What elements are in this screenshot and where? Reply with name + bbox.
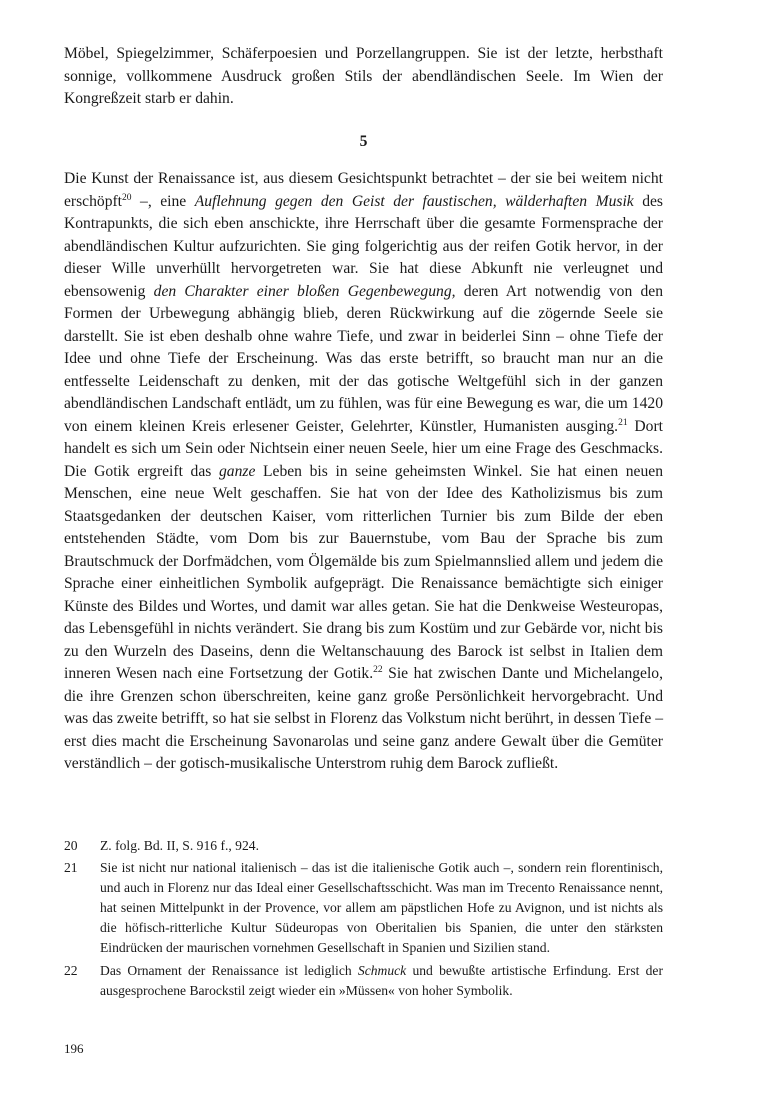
page-number: 196 xyxy=(64,1041,84,1056)
emphasis-text: den Charakter einer bloßen Gegenbewegung, xyxy=(153,282,456,300)
emphasis-text: ganze xyxy=(218,462,256,480)
footnote-number: 20 xyxy=(64,838,78,853)
body-paragraph xyxy=(64,168,663,776)
footnote-20 xyxy=(64,836,663,856)
footnote-text: Sie ist nicht nur national italienisch – das ist die italienische Gotik auch –, sondern rein florentinisch, und auch in Florenz nur das Ideal einer Gesellschaftsschicht. Was man im Trecento Renaissance nennt, hat seinen Mittelpunkt in der Provence, vor allem am päpstlichen Hofe zu Avignon, und ist nichts als die höfisch-ritterliche Kultur Südeuropas von Oberitalien bis Spanien, die unter den stärksten Eindrücken der maurischen vornehmen Gesellschaft in Spanien und Sizilien stand. xyxy=(100,860,663,956)
body-text: deren Art notwendig von den Formen der Urbewegung abhängig blieb, deren Rückwirkung auf die zögernde Seele sie darstellt. Sie ist eben deshalb ohne wahre Tiefe, und zwar in beiderlei Sinn – ohne Tiefe der Idee und ohne Tiefe der Erscheinung. Was das erste betrifft, so braucht man nur an die entfesselte Leidenschaft zu denken, mit der das gotische Weltgefühl sich in der ganzen abendländischen Landschaft entlädt, um zu fühlen, was für eine Bewegung es war, die um 1420 von einem kleinen Kreis erlesener Geister, Gelehrter, Künstler, Humanisten ausging. xyxy=(64,282,663,435)
footnote-text: Z. folg. Bd. II, S. 916 f., 924. xyxy=(100,838,259,853)
footnotes xyxy=(64,836,663,1003)
footnote-number: 22 xyxy=(64,962,78,978)
body-text: Die Kunst der Renaissance ist, aus diesem Gesichtspunkt betrachtet – der sie bei weitem nicht erschöpft xyxy=(64,170,663,210)
body-text: –, eine xyxy=(131,192,195,210)
body-text: des Kontrapunkts, die sich eben anschickte, ihre Herrschaft über die gesamte Formensprache der abendländischen Kultur aufzurichten. Sie ging folgerichtig aus der reifen Gotik hervor, in der dieser Wille unverhüllt hervorgetreten war. Sie hat diese Abkunft nie verleugnet und ebensowenig xyxy=(64,192,664,300)
footnote-21 xyxy=(64,858,663,958)
main-text xyxy=(64,43,663,776)
footnote-22 xyxy=(64,961,663,1001)
footnote-text-part: Das Ornament der Renaissance ist lediglich xyxy=(100,962,358,978)
carry-over-paragraph: Möbel, Spiegelzimmer, Schäferpoesien und Porzellangruppen. Sie ist der letzte, herbsthaft sonnige, vollkommene Ausdruck großen Stils der abendländischen Seele. Im Wien der Kongreßzeit starb er dahin. xyxy=(64,45,663,107)
body-text: Dort handelt es sich um Sein oder Nichtsein einer neuen Seele, hier um eine Frage des Geschmacks. Die Gotik ergreift das xyxy=(64,417,664,480)
footnote-ref-21[interactable]: 21 xyxy=(618,417,628,428)
emphasis-text: Schmuck xyxy=(357,962,407,978)
footnote-number: 21 xyxy=(64,860,78,876)
footnote-text xyxy=(100,961,663,1001)
emphasis-text: Auflehnung gegen den Geist der faustischen, wälderhaften Musik xyxy=(194,192,634,210)
footnote-ref-22[interactable]: 22 xyxy=(373,665,383,675)
footnote-text-part: und bewußte artistische Erfindung. Erst der ausgesprochene Barockstil zeigt wieder ein »Müssen« von hoher Symbolik. xyxy=(100,962,663,998)
body-text: Sie hat zwischen Dante und Michelangelo, die ihre Grenzen schon überschreiten, keine ganz große Persönlichkeit hervorgebracht. Und was das zweite betrifft, so hat sie selbst in Florenz das Volkstum nicht berührt, in dessen Tiefe – erst dies macht die Erscheinung Savonarolas und seine ganz andere Gewalt über die Gemüter verständlich – der gotisch-musikalische Unterstrom ruhig dem Barock zufließt. xyxy=(64,665,663,772)
section-heading: 5 xyxy=(359,132,368,150)
body-text: Leben bis in seine geheimsten Winkel. Sie hat einen neuen Menschen, eine neue Welt geschaffen. Sie hat von der Idee des Katholizismus bis zum Staatsgedanken der deutschen Kaiser, vom ritterlichen Turnier bis zum Bilde der eben entstehenden Städte, vom Dom bis zur Bauernstube, vom Bau der Sprache bis zum Brautschmuck der Dorfmädchen, vom Ölgemälde bis zum Spielmannslied allem und jedem die Sprache einer einheitlichen Symbolik aufgeprägt. Die Renaissance bemächtigte sich einiger Künste des Bildes und Wortes, und damit war alles getan. Sie hat die Denkweise Westeuropas, das Lebensgefühl in nichts verändert. Sie drang bis zum Kostüm und zur Gebärde vor, nicht bis zu den Wurzeln des Daseins, denn die Weltanschauung des Barock ist selbst in Italien dem inneren Wesen nach eine Fortsetzung der Gotik. xyxy=(64,462,663,682)
footnote-ref-20[interactable]: 20 xyxy=(122,192,132,203)
